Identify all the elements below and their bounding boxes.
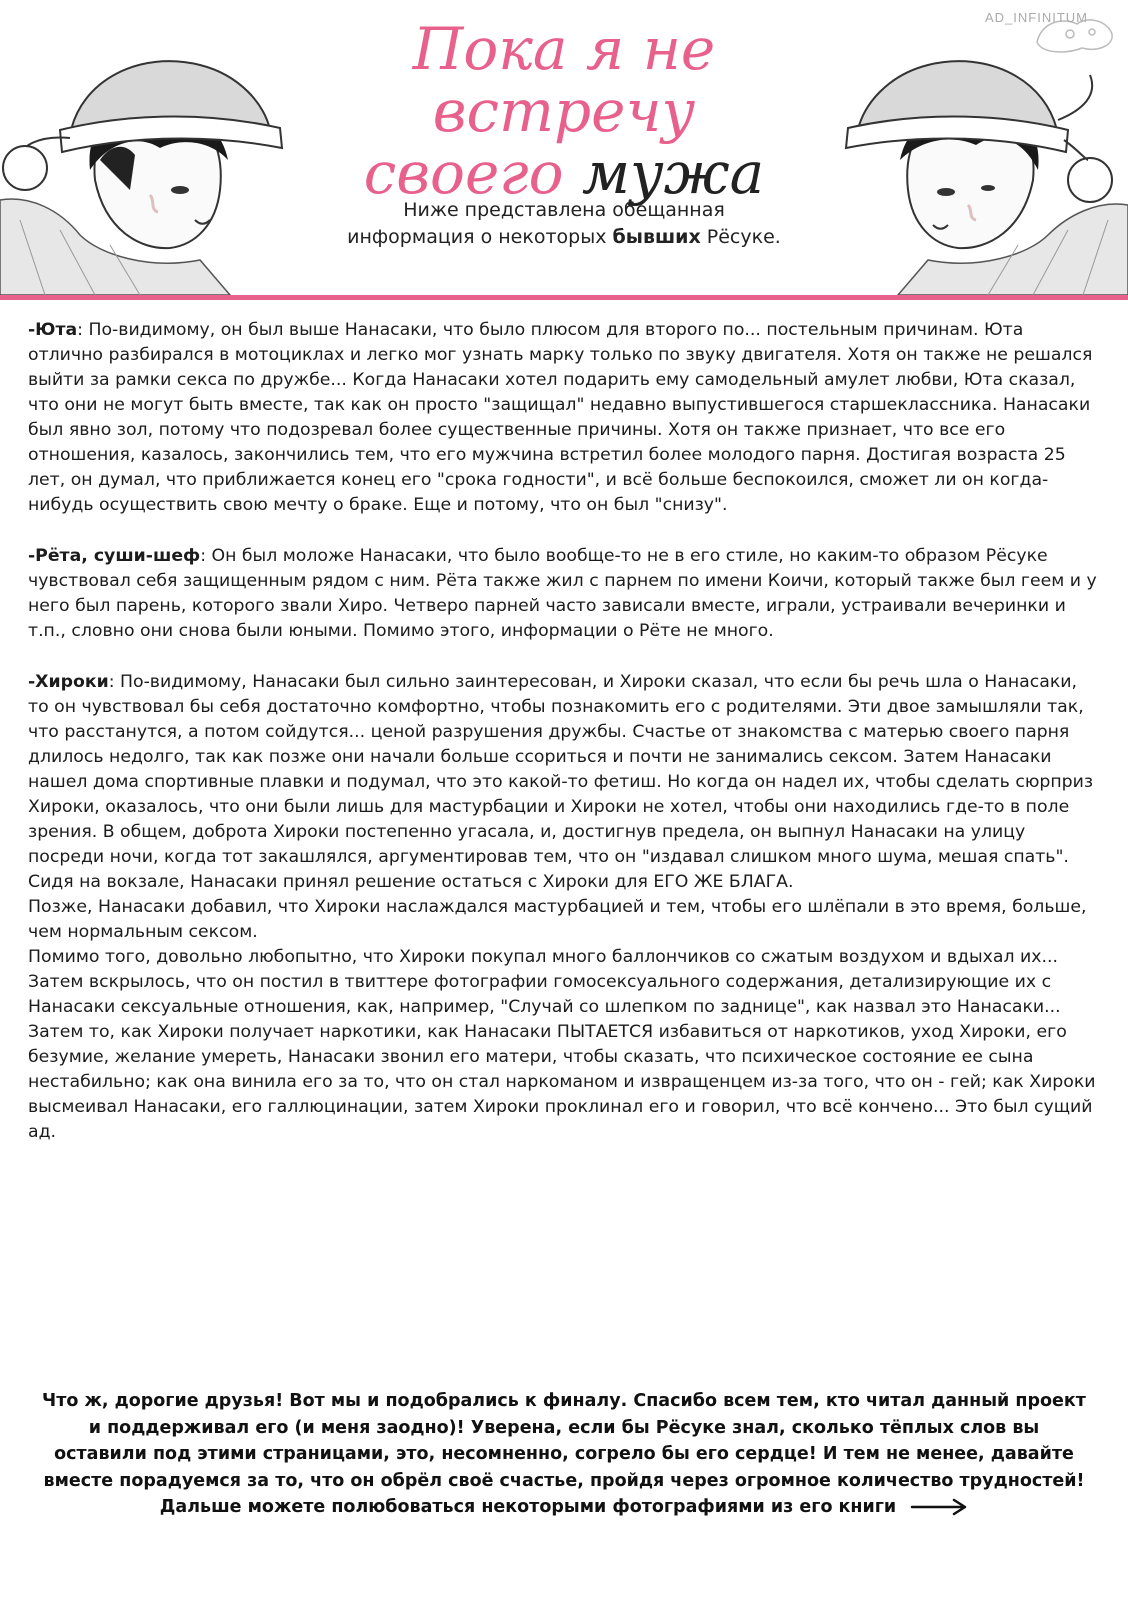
section-ryota-name: -Рёта, суши-шеф <box>28 546 201 566</box>
intro-line-1: Ниже представлена обещанная <box>403 199 725 221</box>
left-character-illustration <box>0 20 300 295</box>
intro-text <box>290 197 838 251</box>
title-line-1: Пока я не встречу <box>412 15 716 145</box>
section-hiroki-paragraph-4: Затем вскрылось, что он постил в твиттере фотографии гомосексуального содержания, детализирующие их с Нанасаки сексуальные отношения, как, например, "Случай со шлепком по заднице", как назвал это Нанасаки... Затем то, как Хироки получает наркотики, как Нанасаки ПЫТАЕТСЯ избавиться от наркотиков, уход Хироки, его безумие, желание умереть, Нанасаки звонил его матери, чтобы сказать, что психическое состояние ее сына нестабильно; как она винила его за то, что он стал наркоманом и извращенцем из-за того, что он - гей; как Хироки высмеивал Нанасаки, его галлюцинации, затем Хироки проклинал его и говорил, что всё кончено... Это был сущий ад. <box>28 972 1096 1142</box>
closing-last-line <box>160 1494 968 1521</box>
section-hiroki <box>28 670 1100 895</box>
section-ryota-text: : Он был моложе Нанасаки, что было вообще-то не в его стиле, но каким-то образом Рёсуке чувствовал себя защищенным рядом с ним. Рёта также жил с парнем по имени Коичи, который также был геем и у него был парень, которого звали Хиро. Четверо парней часто зависали вместе, играли, устраивали вечеринки и т.п., словно они снова были юными. Помимо этого, информации о Рёте не много. <box>28 546 1097 641</box>
intro-line-2-end: Рёсуке. <box>706 226 781 248</box>
intro-bold-word: бывших <box>612 226 701 248</box>
intro-line-2-start: информация о некоторых <box>347 226 607 248</box>
title-word-own: своего <box>363 139 564 207</box>
header <box>0 0 1128 300</box>
title-word-husband: мужа <box>581 139 765 207</box>
article-body <box>28 318 1100 1145</box>
section-hiroki-name: -Хироки <box>28 672 109 692</box>
section-yuta-text: : По-видимому, он был выше Нанасаки, что было плюсом для второго по... постельным причинам. Юта отлично разбирался в мотоциклах и легко мог узнать марку только по звуку двигателя. Хотя он также не решался выйти за рамки секса по дружбе... Когда Нанасаки хотел подарить ему самодельный амулет любви, Юта сказал, что они не могут быть вместе, так как он просто "защищал" недавно выпустившегося старшеклассника. Нанасаки был явно зол, потому что подозревал более существенные причины. Хотя он также признает, что все его отношения, казалось, закончились тем, что его мужчина встретил более молодого парня. Достигая возраста 25 лет, он думал, что приближается конец его "срока годности", и всё больше беспокоился, сможет ли он когда-нибудь осуществить свою мечту о браке. Еще и потому, что он был "снизу". <box>28 320 1093 515</box>
section-hiroki-paragraph-3: Помимо того, довольно любопытно, что Хироки покупал много баллончиков со сжатым воздухом и вдыхал их... <box>28 947 1058 967</box>
section-yuta <box>28 318 1100 518</box>
section-ryota <box>28 544 1100 644</box>
intro-line-2 <box>290 224 838 251</box>
section-hiroki-paragraph-2: Позже, Нанасаки добавил, что Хироки наслаждался мастурбацией и тем, чтобы его шлёпали в это время, больше, чем нормальным сексом. <box>28 897 1087 942</box>
closing-text: Что ж, дорогие друзья! Вот мы и подобрались к финалу. Спасибо всем тем, кто читал данный проект и поддерживал его (и меня заодно)! Уверена, если бы Рёсуке знал, сколько тёплых слов вы оставили под этими страницами, это, несомненно, согрело бы его сердце! И тем не менее, давайте вместе порадуемся за то, что он обрёл своё счастье, пройдя через огромное количество трудностей! <box>42 1391 1086 1491</box>
title-line-2 <box>300 139 828 207</box>
closing-message <box>40 1388 1088 1521</box>
closing-last-line-text: Дальше можете полюбоваться некоторыми фотографиями из его книги <box>159 1497 897 1517</box>
page-title <box>300 15 828 207</box>
section-yuta-name: -Юта <box>28 320 78 340</box>
arrow-right-icon <box>910 1498 968 1516</box>
header-divider <box>0 295 1128 300</box>
right-character-illustration <box>828 20 1128 295</box>
section-hiroki-text: : По-видимому, Нанасаки был сильно заинтересован, и Хироки сказал, что если бы речь шла о Нанасаки, то он чувствовал бы себя достаточно комфортно, чтобы познакомить его с родителями. Эти двое замышляли так, что расстанутся, а потом сойдутся... ценой разрушения дружбы. Счастье от знакомства с матерью своего парня длилось недолго, так как позже они начали больше ссориться и почти не занимались сексом. Затем Нанасаки нашел дома спортивные плавки и подумал, что это какой-то фетиш. Но когда он надел их, чтобы сделать сюрприз Хироки, оказалось, что они были лишь для мастурбации и Хироки не хотел, чтобы они находились где-то в поле зрения. В общем, доброта Хироки постепенно угасала, и, достигнув предела, он выпнул Нанасаки на улицу посреди ночи, когда тот закашлялся, аргументировав тем, что он "издавал слишком много шума, мешая спать". Сидя на вокзале, Нанасаки принял решение остаться с Хироки для ЕГО ЖЕ БЛАГА. <box>28 672 1094 892</box>
watermark: AD_INFINITUM <box>985 10 1088 25</box>
